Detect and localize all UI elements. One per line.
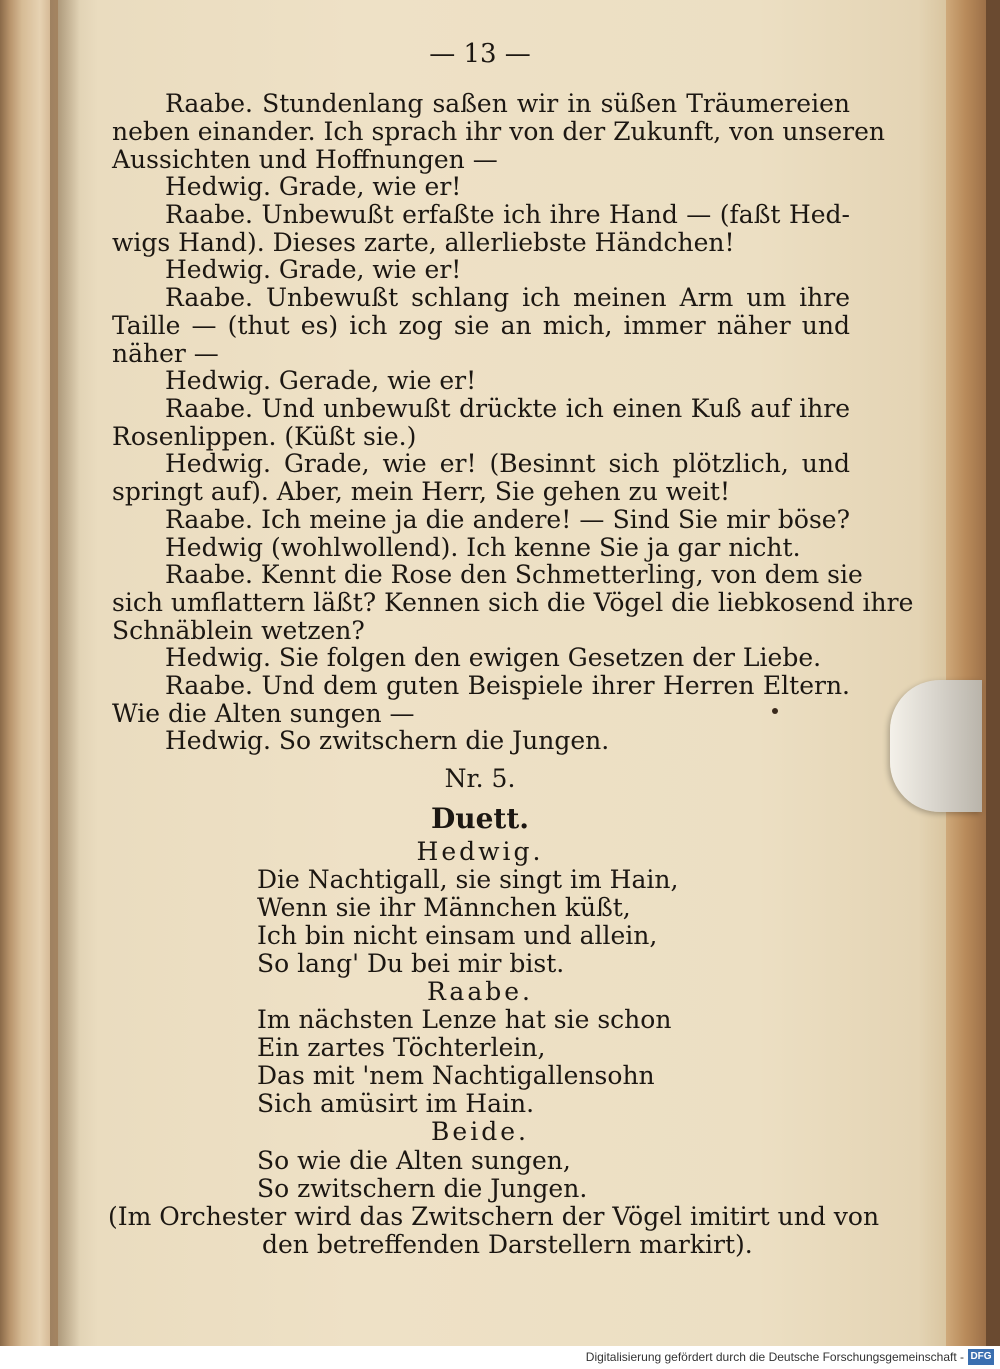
dialogue-line: Raabe. Ich meine ja die andere! — Sind Sie mir böse? [165, 505, 850, 534]
dialogue-line: Raabe. Und unbewußt drückte ich einen Kuß auf ihre [165, 394, 850, 423]
verse-line: Die Nachtigall, sie singt im Hain, [257, 865, 679, 894]
dialogue-line: Hedwig. Sie folgen den ewigen Gesetzen der Liebe. [165, 643, 822, 672]
dialogue-line: Raabe. Stundenlang saßen wir in süßen Träumereien [165, 89, 850, 118]
verse-line: Das mit 'nem Nachtigallensohn [257, 1061, 655, 1090]
stage-direction: den betreffenden Darstellern markirt). [262, 1230, 753, 1259]
number-heading: Nr. 5. [444, 764, 516, 793]
dialogue-line: Raabe. Unbewußt schlang ich meinen Arm um ihre [165, 283, 850, 312]
dfg-logo: DFG [968, 1349, 994, 1365]
verse-line: Wenn sie ihr Männchen küßt, [257, 893, 631, 922]
dialogue-line: Raabe. Unbewußt erfaßte ich ihre Hand — (faßt Hed- [165, 200, 850, 229]
dialogue-line: näher — [112, 339, 219, 368]
dialogue-line: Aussichten und Hoffnungen — [112, 145, 498, 174]
dialogue-line: Raabe. Kennt die Rose den Schmetterling, von dem sie [165, 560, 863, 589]
verse-line: Sich amüsirt im Hain. [257, 1089, 535, 1118]
dialogue-line: Raabe. Und dem guten Beispiele ihrer Herren Eltern. [165, 671, 850, 700]
dialogue-line: Rosenlippen. (Küßt sie.) [112, 422, 417, 451]
dialogue-line: Hedwig. Grade, wie er! [165, 255, 462, 284]
page-number: — 13 — [429, 39, 531, 69]
verse-line: Ein zartes Töchterlein, [257, 1033, 546, 1062]
dialogue-line: springt auf). Aber, mein Herr, Sie gehen zu weit! [112, 477, 731, 506]
book-cover-edge [986, 0, 1000, 1346]
dialogue-line: Taille — (thut es) ich zog sie an mich, immer näher und [112, 311, 850, 340]
dialogue-line: Hedwig. Grade, wie er! (Besinnt sich plötzlich, und [165, 449, 850, 478]
dialogue-line: Hedwig. Gerade, wie er! [165, 366, 477, 395]
stage-direction: (Im Orchester wird das Zwitschern der Vögel imitirt und von [108, 1202, 880, 1231]
verse-line: So lang' Du bei mir bist. [257, 949, 565, 978]
duet-heading: Duett. [430, 802, 530, 835]
ink-dot [772, 708, 778, 714]
singer-name: Hedwig. [416, 837, 544, 866]
dialogue-line: Hedwig. Grade, wie er! [165, 172, 462, 201]
dialogue-line: Wie die Alten sungen — [112, 699, 415, 728]
verse-line: Ich bin nicht einsam und allein, [257, 921, 658, 950]
dialogue-line: Hedwig (wohlwollend). Ich kenne Sie ja gar nicht. [165, 533, 801, 562]
dialogue-line: wigs Hand). Dieses zarte, allerliebste Händchen! [112, 228, 735, 257]
right-page-edge [946, 0, 986, 1346]
singer-name: Raabe. [427, 977, 533, 1006]
dialogue-line: Hedwig. So zwitschern die Jungen. [165, 726, 610, 755]
dialogue-line: neben einander. Ich sprach ihr von der Zukunft, von unseren [112, 117, 886, 146]
dialogue-line: sich umflattern läßt? Kennen sich die Vögel die liebkosend ihre [112, 588, 914, 617]
singer-name: Beide. [431, 1117, 529, 1146]
gutter-shadow [50, 0, 80, 1346]
dialogue-line: Schnäblein wetzen? [112, 616, 365, 645]
verse-line: So zwitschern die Jungen. [257, 1174, 588, 1203]
footer-credit: Digitalisierung gefördert durch die Deutsche Forschungsgemeinschaft - [585, 1350, 964, 1364]
page-clip [890, 680, 982, 812]
verse-line: So wie die Alten sungen, [257, 1146, 571, 1175]
verse-line: Im nächsten Lenze hat sie schon [257, 1005, 672, 1034]
